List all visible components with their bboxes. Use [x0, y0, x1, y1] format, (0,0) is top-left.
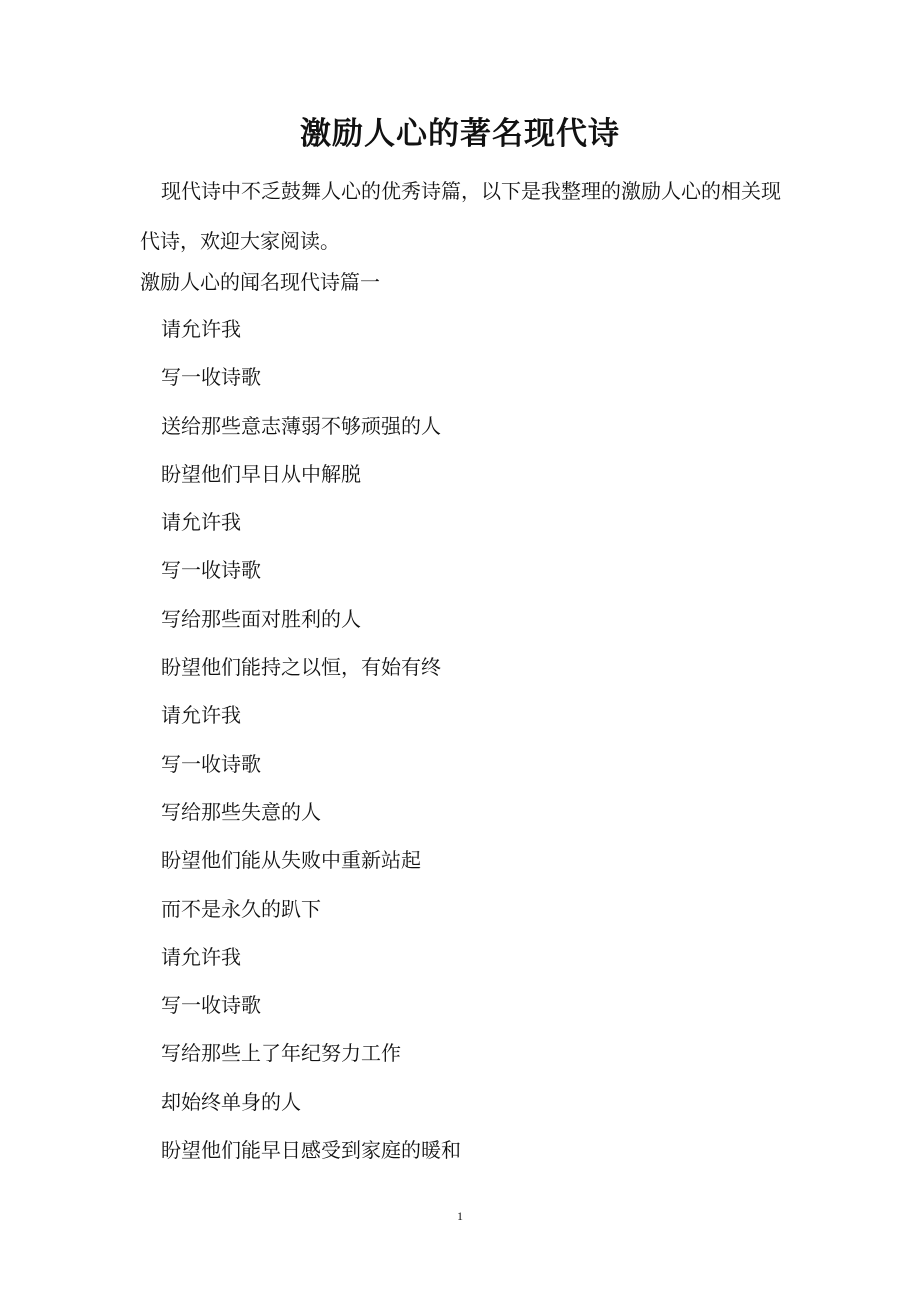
poem-line: 写一收诗歌 — [161, 558, 261, 583]
intro-paragraph: 现代诗中不乏鼓舞人心的优秀诗篇，以下是我整理的激励人心的相关现代诗，欢迎大家阅读。 — [140, 179, 781, 253]
poem-line: 而不是永久的趴下 — [161, 896, 321, 921]
poem-line: 送给那些意志薄弱不够顽强的人 — [161, 413, 441, 438]
document-title: 激励人心的著名现代诗 — [300, 116, 620, 152]
poem-line: 盼望他们早日从中解脱 — [161, 461, 361, 486]
poem-line: 请允许我 — [161, 510, 241, 535]
poem-line: 写一收诗歌 — [161, 993, 261, 1018]
poem-lines — [161, 311, 461, 1180]
poem-line: 却始终单身的人 — [161, 1089, 301, 1114]
poem-line: 写给那些失意的人 — [161, 799, 321, 824]
page-number: 1 — [457, 1209, 463, 1223]
poem-line: 请允许我 — [161, 317, 241, 341]
poem-line: 写一收诗歌 — [161, 365, 261, 390]
poem-line: 请允许我 — [161, 944, 241, 969]
poem-line: 盼望他们能早日感受到家庭的暖和 — [161, 1138, 461, 1163]
poem-line: 写给那些面对胜利的人 — [161, 606, 361, 631]
poem-line: 盼望他们能从失败中重新站起 — [161, 848, 421, 873]
poem-line: 写给那些上了年纪努力工作 — [161, 1041, 401, 1066]
section-heading: 激励人心的闻名现代诗篇一 — [140, 270, 380, 294]
poem-line: 盼望他们能持之以恒，有始有终 — [161, 655, 441, 680]
poem-line: 写一收诗歌 — [161, 751, 261, 776]
poem-line: 请允许我 — [161, 703, 241, 728]
